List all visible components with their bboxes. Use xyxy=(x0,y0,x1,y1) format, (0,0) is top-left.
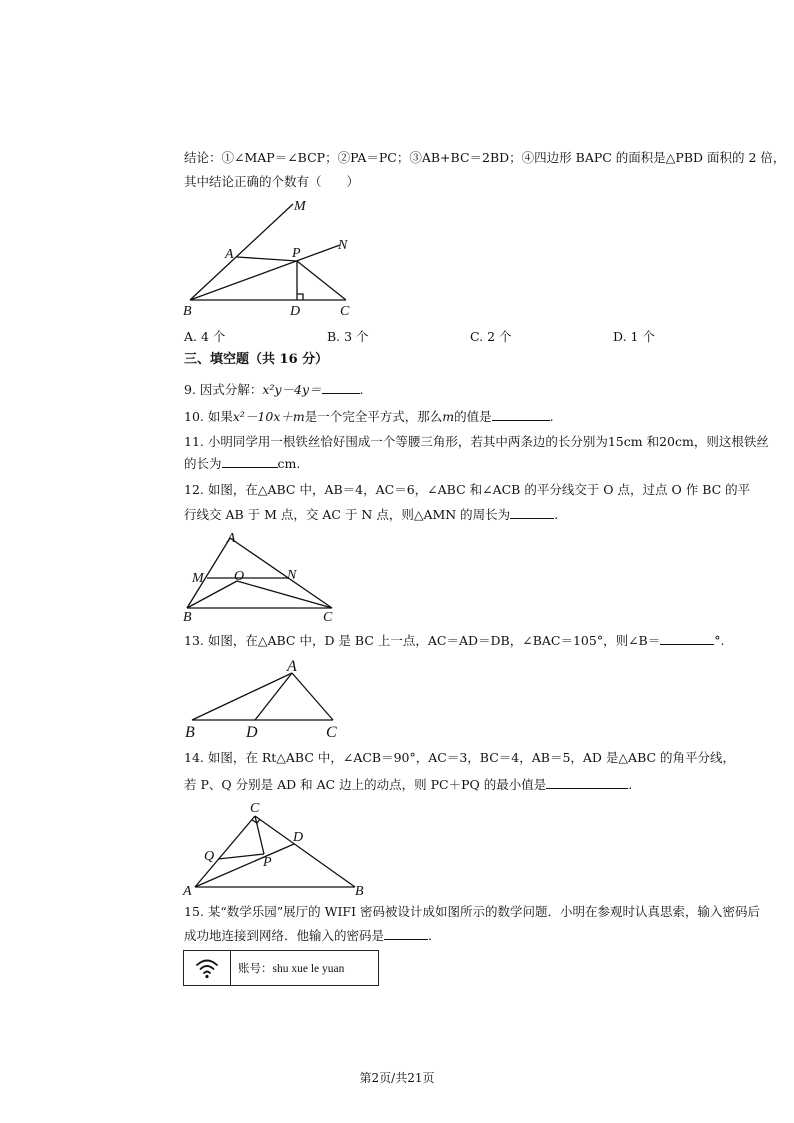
segment-pc xyxy=(297,261,346,300)
figure-3-triangle xyxy=(180,655,345,740)
segment-oc xyxy=(237,581,332,608)
label-b: B xyxy=(183,610,192,625)
q10-end: . xyxy=(549,409,554,424)
q9-prefix: 9. 因式分解： xyxy=(184,382,263,397)
segment-ac xyxy=(230,538,332,608)
segment-ac xyxy=(292,673,333,720)
label-a: A xyxy=(183,884,192,897)
question-12-line-2 xyxy=(184,506,558,524)
label-d: D xyxy=(290,304,301,319)
q9-answer-blank[interactable] xyxy=(322,381,360,394)
q10-expression: x²－10x＋m xyxy=(232,409,305,424)
label-b: B xyxy=(183,304,192,319)
label-c: C xyxy=(323,610,333,625)
label-a: A xyxy=(225,247,234,262)
ray-bm xyxy=(190,204,293,300)
figure-2-triangle-bisectors xyxy=(180,528,345,625)
q15-suffix: . xyxy=(428,928,432,943)
question-14-line-1: 14. 如图，在 Rt△ABC 中，∠ACB＝90°，AC＝3，BC＝4，AB＝5，AD 是△ABC 的角平分线， xyxy=(184,750,736,765)
label-d: D xyxy=(293,830,304,845)
q10-variable: m xyxy=(442,409,455,424)
label-q: Q xyxy=(204,849,215,864)
label-a: A xyxy=(287,658,297,675)
q14-answer-blank[interactable] xyxy=(546,776,628,789)
segment-ad xyxy=(255,673,292,720)
label-c: C xyxy=(340,304,350,319)
option-a[interactable]: A. 4 个 xyxy=(184,329,226,344)
label-c: C xyxy=(250,801,260,816)
wifi-info-box xyxy=(183,950,379,986)
q10-prefix: 10. 如果 xyxy=(184,409,233,424)
segment-ba xyxy=(192,673,292,720)
q15-answer-blank[interactable] xyxy=(384,927,428,940)
q11-line2-prefix: 的长为 xyxy=(184,456,222,471)
label-m: M xyxy=(294,199,306,214)
q12-suffix: . xyxy=(554,507,559,522)
conclusion-line-2: 其中结论正确的个数有（ ） xyxy=(184,174,360,189)
question-14-line-2 xyxy=(184,776,632,794)
option-d[interactable]: D. 1 个 xyxy=(613,329,655,344)
wifi-icon-cell xyxy=(184,951,231,985)
conclusion-line-1: 结论：①∠MAP＝∠BCP；②PA＝PC；③AB+BC＝2BD；④四边形 BAPC 的面积是△PBD 面积的 2 倍， xyxy=(184,150,786,165)
label-d: D xyxy=(246,724,258,740)
question-12-line-1: 12. 如图，在△ABC 中，AB＝4，AC＝6，∠ABC 和∠ACB 的平分线交于 O 点，过点 O 作 BC 的平 xyxy=(184,482,751,497)
q9-suffix: . xyxy=(359,382,364,397)
q13-prefix: 13. 如图，在△ABC 中，D 是 BC 上一点，AC＝AD＝DB，∠BAC＝105°，则∠B＝ xyxy=(184,633,661,648)
wifi-account-label: 账号：shu xue le yuan xyxy=(238,963,345,975)
segment-ap xyxy=(237,257,297,261)
label-b: B xyxy=(355,884,364,897)
q14-line2-prefix: 若 P、Q 分别是 AD 和 AC 边上的动点，则 PC＋PQ 的最小值是 xyxy=(184,777,547,792)
question-10 xyxy=(184,408,554,426)
question-15-line-2 xyxy=(184,927,432,945)
segment-qp xyxy=(218,854,264,859)
question-11-line-1: 11. 小明同学用一根铁丝恰好围成一个等腰三角形，若其中两条边的长分别为15cm 和20cm，则这根铁丝 xyxy=(184,434,769,449)
q11-unit: cm. xyxy=(277,456,301,471)
option-c[interactable]: C. 2 个 xyxy=(470,329,512,344)
question-13 xyxy=(184,632,724,650)
q10-answer-blank[interactable] xyxy=(492,408,550,421)
right-angle-mark xyxy=(297,294,303,300)
question-11-line-2 xyxy=(184,455,300,473)
q12-line2-prefix: 行线交 AB 于 M 点，交 AC 于 N 点，则△AMN 的周长为 xyxy=(184,507,511,522)
ray-bn xyxy=(190,245,340,300)
wifi-icon xyxy=(184,951,230,985)
q14-suffix: . xyxy=(628,777,633,792)
q10-suffix: 的值是 xyxy=(454,409,492,424)
label-o: O xyxy=(234,569,245,584)
segment-cb xyxy=(255,816,355,887)
label-m: M xyxy=(192,571,204,586)
option-b[interactable]: B. 3 个 xyxy=(327,329,369,344)
section-title: 三、填空题（共 16 分） xyxy=(184,352,329,367)
figure-1-angle-diagram xyxy=(180,195,360,320)
figure-4-right-triangle xyxy=(180,797,370,897)
label-n: N xyxy=(338,238,348,253)
label-c: C xyxy=(326,724,337,740)
question-9 xyxy=(184,381,364,399)
q13-suffix: °. xyxy=(714,633,725,648)
q13-answer-blank[interactable] xyxy=(660,632,714,645)
label-a: A xyxy=(227,531,236,546)
label-p: P xyxy=(292,246,301,261)
q9-expression: x²y－4y＝ xyxy=(262,382,322,397)
q15-line2-prefix: 成功地连接到网络．他输入的密码是 xyxy=(184,928,385,943)
label-b: B xyxy=(185,724,195,740)
label-n: N xyxy=(287,568,297,583)
q12-answer-blank[interactable] xyxy=(510,506,554,519)
label-p: P xyxy=(263,855,272,870)
q11-answer-blank[interactable] xyxy=(222,455,278,468)
question-15-line-1: 15. 某“数学乐园”展厅的 WIFI 密码被设计成如图所示的数学问题．小明在参观时认真思索，输入密码后 xyxy=(184,904,760,919)
q10-middle: 是一个完全平方式，那么 xyxy=(304,409,443,424)
page-number: 第2页/共21页 xyxy=(359,1071,435,1085)
